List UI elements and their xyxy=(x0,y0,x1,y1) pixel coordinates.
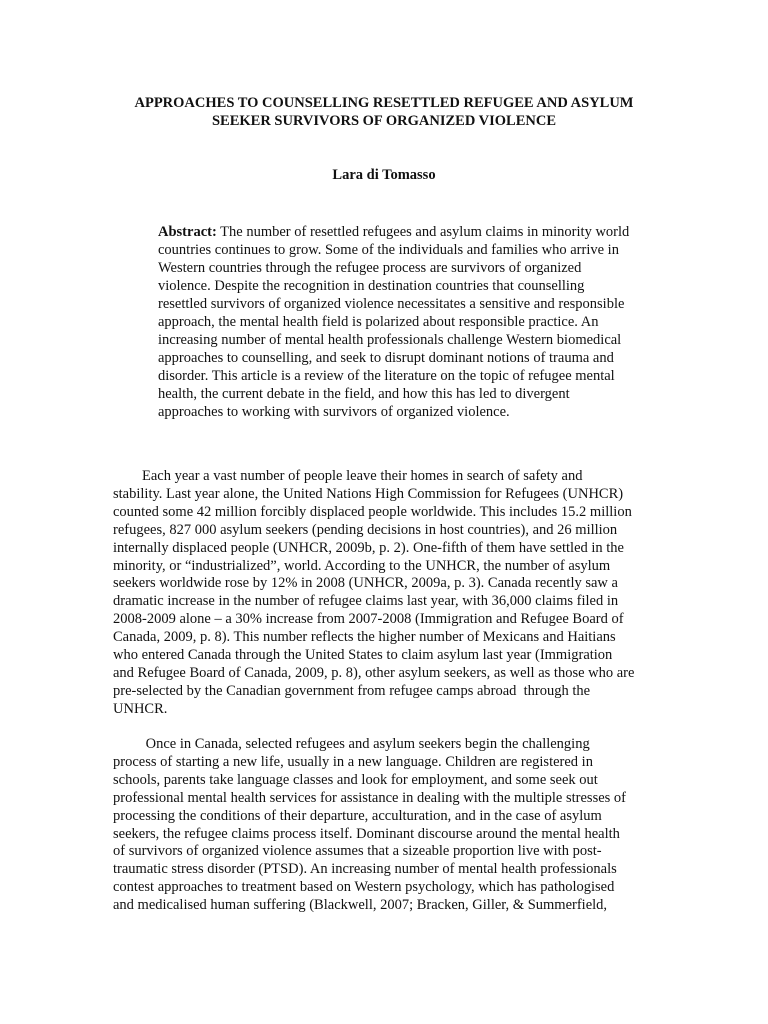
abstract-line: increasing number of mental health professionals challenge Western biomedical xyxy=(158,332,622,348)
abstract-label: Abstract: xyxy=(158,224,217,240)
paragraph-line: seekers, the refugee claims process itself. Dominant discourse around the mental health xyxy=(113,825,620,842)
abstract-first-line: The number of resettled refugees and asylum claims in minority world xyxy=(216,224,630,240)
paragraph-line: and medicalised human suffering (Blackwell, 2007; Bracken, Giller, & Summerfield, xyxy=(113,897,608,914)
author-name: Lara di Tomasso xyxy=(332,167,436,183)
paragraph-line: refugees, 827 000 asylum seekers (pending decisions in host countries), and 26 million xyxy=(113,521,618,538)
abstract-line: approaches to counselling, and seek to disrupt dominant notions of trauma and xyxy=(158,350,614,366)
paragraph-line: dramatic increase in the number of refugee claims last year, with 36,000 claims filed in xyxy=(113,593,619,610)
abstract-line: Western countries through the refugee process are survivors of organized xyxy=(158,260,582,276)
paragraph-line: traumatic stress disorder (PTSD). An increasing number of mental health professionals xyxy=(113,861,617,878)
body-paragraph xyxy=(113,736,673,915)
paper-title xyxy=(100,94,668,130)
abstract-line: disorder. This article is a review of the literature on the topic of refugee mental xyxy=(158,368,615,384)
paragraph-line: contest approaches to treatment based on Western psychology, which has pathologised xyxy=(113,879,615,896)
abstract-line: countries continues to grow. Some of the individuals and families who arrive in xyxy=(158,242,619,258)
abstract-line xyxy=(158,223,628,241)
abstract-line: violence. Despite the recognition in destination countries that counselling xyxy=(158,278,585,294)
paragraph-line: internally displaced people (UNHCR, 2009b, p. 2). One-fifth of them have settled in the xyxy=(113,539,624,556)
paragraph-line: who entered Canada through the United States to claim asylum last year (Immigration xyxy=(113,647,613,664)
abstract-line: health, the current debate in the field, and how this has led to divergent xyxy=(158,386,570,402)
title-line: SEEKER SURVIVORS OF ORGANIZED VIOLENCE xyxy=(211,113,557,129)
abstract-line: approach, the mental health field is polarized about responsible practice. An xyxy=(158,314,599,330)
paragraph-line: pre-selected by the Canadian government from refugee camps abroad through the xyxy=(113,682,591,699)
paragraph-line: Each year a vast number of people leave their homes in search of safety and xyxy=(113,468,583,484)
paragraph-line: and Refugee Board of Canada, 2009, p. 8), other asylum seekers, as well as those who are xyxy=(113,664,635,681)
abstract xyxy=(158,223,628,421)
paragraph-line: stability. Last year alone, the United Nations High Commission for Refugees (UNHCR) xyxy=(113,485,624,502)
paragraph-line: 2008-2009 alone – a 30% increase from 2007-2008 (Immigration and Refugee Board of xyxy=(113,611,624,628)
paragraph-line: schools, parents take language classes and look for employment, and some seek out xyxy=(113,771,598,788)
paragraph-line: professional mental health services for assistance in dealing with the multiple stresses of xyxy=(113,789,627,806)
paragraph-line: Once in Canada, selected refugees and asylum seekers begin the challenging xyxy=(113,736,590,752)
paragraph-line: Canada, 2009, p. 8). This number reflects the higher number of Mexicans and Haitians xyxy=(113,629,616,646)
paragraph-line: minority, or “industrialized”, world. According to the UNHCR, the number of asylum xyxy=(113,557,611,574)
paragraph-line: counted some 42 million forcibly displaced people worldwide. This includes 15.2 million xyxy=(113,503,632,520)
paragraph-line: seekers worldwide rose by 12% in 2008 (UNHCR, 2009a, p. 3). Canada recently saw a xyxy=(113,575,618,592)
paragraph-line: process of starting a new life, usually in a new language. Children are registered in xyxy=(113,753,593,770)
body-paragraph xyxy=(113,468,673,719)
paragraph-line: of survivors of organized violence assumes that a sizeable proportion live with post- xyxy=(113,843,602,860)
title-line: APPROACHES TO COUNSELLING RESETTLED REFUGEE AND ASYLUM xyxy=(134,95,634,111)
paragraph-line: processing the conditions of their departure, acculturation, and in the case of asylum xyxy=(113,807,602,824)
abstract-line: resettled survivors of organized violence necessitates a sensitive and responsible xyxy=(158,296,625,312)
paragraph-line: UNHCR. xyxy=(113,700,168,717)
abstract-line: approaches to working with survivors of organized violence. xyxy=(158,404,510,420)
